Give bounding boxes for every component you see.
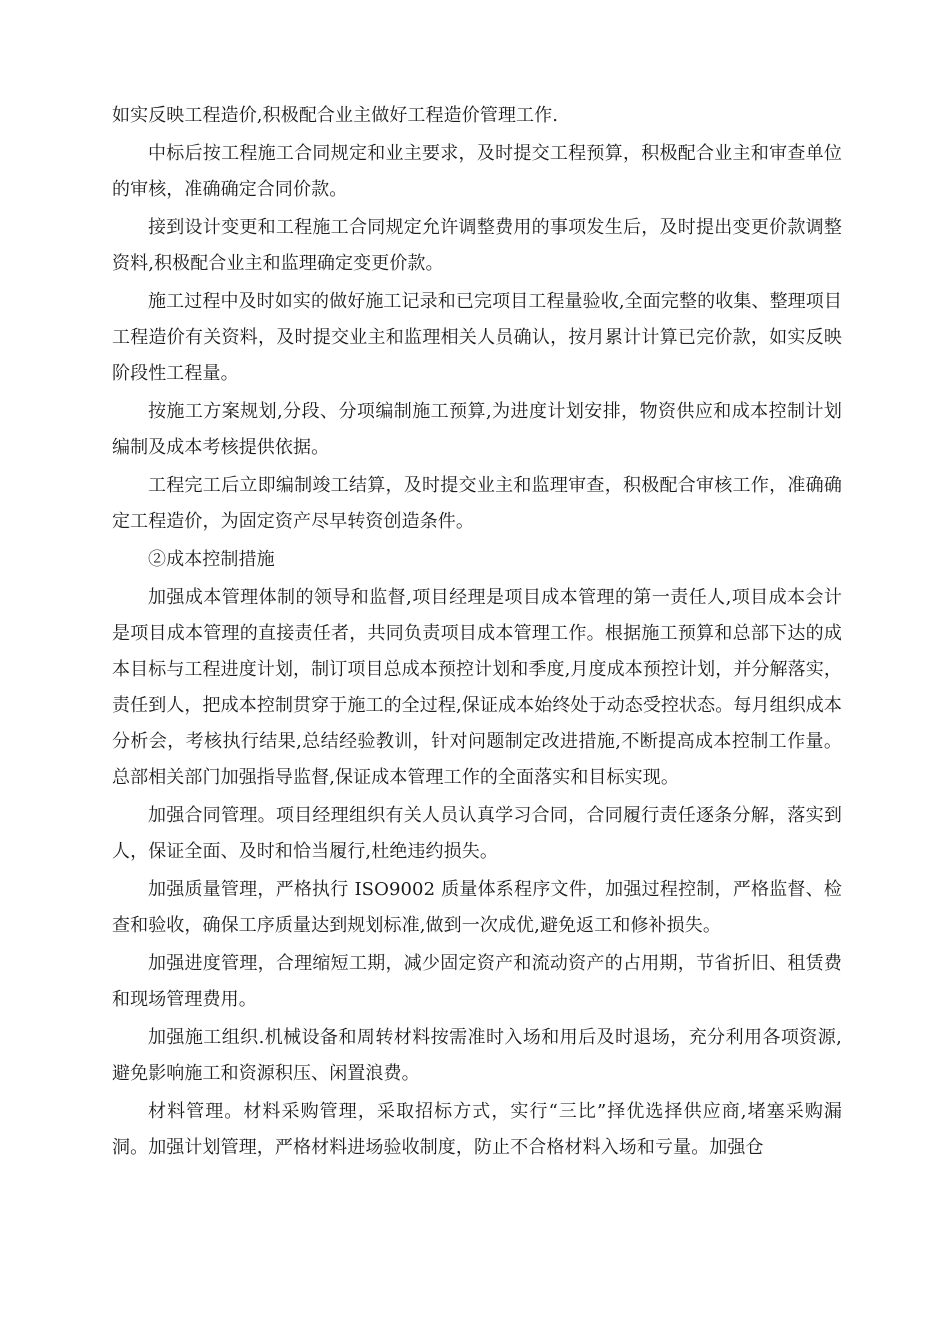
paragraph: 加强质量管理，严格执行 ISO9002 质量体系程序文件，加强过程控制，严格监督、检查和验收，确保工序质量达到规划标准,做到一次成优,避免返工和修补损失。 (112, 879, 842, 936)
paragraph: 加强进度管理，合理缩短工期，减少固定资产和流动资产的占用期，节省折旧、租赁费和现场管理费用。 (112, 953, 842, 1010)
paragraph: 施工过程中及时如实的做好施工记录和已完项目工程量验收,全面完整的收集、整理项目工程造价有关资料，及时提交业主和监理相关人员确认，按月累计计算已完价款，如实反映阶段性工程量。 (112, 291, 842, 384)
paragraph: 接到设计变更和工程施工合同规定允许调整费用的事项发生后，及时提出变更价款调整资料,积极配合业主和监理确定变更价款。 (112, 217, 842, 274)
paragraph: 加强施工组织.机械设备和周转材料按需准时入场和用后及时退场，充分利用各项资源,避免影响施工和资源积压、闲置浪费。 (112, 1027, 842, 1084)
paragraph: 材料管理。材料采购管理，采取招标方式，实行“三比”择优选择供应商,堵塞采购漏洞。加强计划管理，严格材料进场验收制度，防止不合格材料入场和亏量。加强仓 (112, 1101, 842, 1158)
paragraph: 按施工方案规划,分段、分项编制施工预算,为进度计划安排，物资供应和成本控制计划编制及成本考核提供依据。 (112, 401, 842, 458)
section-heading: ②成本控制措施 (148, 549, 275, 570)
paragraph: 工程完工后立即编制竣工结算，及时提交业主和监理审查，积极配合审核工作，准确确定工程造价，为固定资产尽早转资创造条件。 (112, 475, 842, 532)
paragraph: 如实反映工程造价,积极配合业主做好工程造价管理工作. (112, 105, 559, 126)
paragraph: 加强合同管理。项目经理组织有关人员认真学习合同，合同履行责任逐条分解，落实到人，保证全面、及时和恰当履行,杜绝违约损失。 (112, 805, 842, 862)
document-body (112, 98, 842, 1168)
paragraph: 加强成本管理体制的领导和监督,项目经理是项目成本管理的第一责任人,项目成本会计是项目成本管理的直接责任者，共同负责项目成本管理工作。根据施工预算和总部下达的成本目标与工程进度计划，制订项目总成本预控计划和季度,月度成本预控计划，并分解落实，责任到人，把成本控制贯穿于施工的全过程,保证成本始终处于动态受控状态。每月组织成本分析会，考核执行结果,总结经验教训，针对问题制定改进措施,不断提高成本控制工作量。总部相关部门加强指导监督,保证成本管理工作的全面落实和目标实现。 (112, 587, 842, 788)
paragraph: 中标后按工程施工合同规定和业主要求，及时提交工程预算，积极配合业主和审查单位的审核，准确确定合同价款。 (112, 143, 842, 200)
